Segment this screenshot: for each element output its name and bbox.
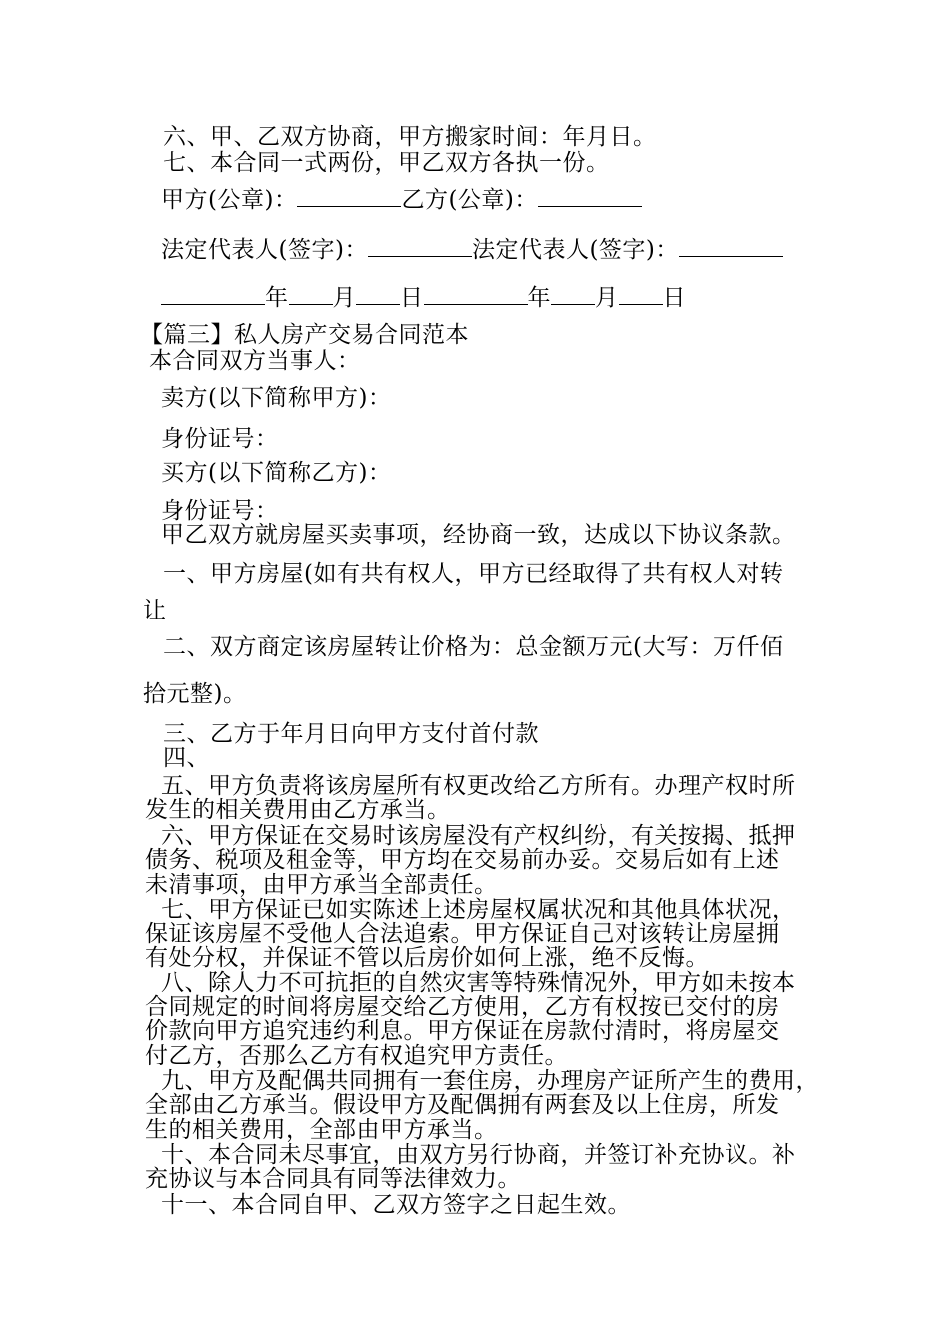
party-a-seal-blank bbox=[297, 186, 401, 207]
buyer-label: 买方(以下简称乙方)： bbox=[161, 460, 392, 486]
representative-line bbox=[161, 236, 783, 264]
clause-5-line-1: 五、甲方负责将该房屋所有权更改给乙方所有。办理产权时所 bbox=[161, 773, 796, 799]
clause-9-line-2: 全部由乙方承当。假设甲方及配偶拥有两套及以上住房，所发 bbox=[145, 1092, 780, 1118]
day-b-blank bbox=[619, 284, 663, 305]
date-a-blank bbox=[161, 284, 265, 305]
year-label: 年 bbox=[265, 285, 289, 311]
clause-6-line-2: 债务、税项及租金等，甲方均在交易前办妥。交易后如有上述 bbox=[145, 847, 780, 873]
clause-6-line-3: 未清事项，由甲方承当全部责任。 bbox=[145, 872, 498, 898]
clause-6-line-1: 六、甲方保证在交易时该房屋没有产权纠纷，有关按揭、抵押 bbox=[161, 823, 796, 849]
clause-5-line-2: 发生的相关费用由乙方承当。 bbox=[145, 797, 451, 823]
day-a-blank bbox=[356, 284, 400, 305]
month-label-b: 月 bbox=[595, 285, 619, 311]
clause-10-line-1: 十、本合同未尽事宜，由双方另行协商，并签订补充协议。补 bbox=[161, 1142, 796, 1168]
rep-b-blank bbox=[679, 236, 783, 257]
rep-b-label: 法定代表人(签字)： bbox=[471, 237, 679, 263]
buyer-id-label: 身份证号： bbox=[161, 498, 279, 524]
day-label-b: 日 bbox=[662, 285, 686, 311]
clause-8-line-1: 八、除人力不可抗拒的自然灾害等特殊情况外，甲方如未按本 bbox=[161, 970, 796, 996]
clause-9-line-1: 九、甲方及配偶共同拥有一套住房，办理房产证所产生的费用， bbox=[161, 1068, 819, 1094]
year-label-b: 年 bbox=[527, 285, 551, 311]
day-label: 日 bbox=[400, 285, 424, 311]
clause-3: 三、乙方于年月日向甲方支付首付款 bbox=[163, 721, 539, 747]
clause-8-line-3: 价款向甲方追究违约利息。甲方保证在房款付清时，将房屋交 bbox=[145, 1018, 780, 1044]
clause-7-line-2: 保证该房屋不受他人合法追索。甲方保证自己对该转让房屋拥 bbox=[145, 921, 780, 947]
clause-7-line-3: 有处分权，并保证不管以后房价如何上涨，绝不反悔。 bbox=[145, 945, 709, 971]
clause-7-line-1: 七、甲方保证已如实陈述上述房屋权属状况和其他具体状况， bbox=[161, 897, 796, 923]
parties-intro: 本合同双方当事人： bbox=[149, 348, 361, 374]
party-a-seal-label: 甲方(公章)： bbox=[161, 187, 298, 213]
date-b-blank bbox=[424, 284, 528, 305]
clause-move-out-date: 六、甲、乙双方协商，甲方搬家时间：年月日。 bbox=[163, 124, 657, 150]
clause-copies: 七、本合同一式两份，甲乙双方各执一份。 bbox=[163, 150, 610, 176]
section-title: 【篇三】私人房产交易合同范本 bbox=[140, 322, 469, 348]
clause-4: 四、 bbox=[163, 745, 210, 771]
clause-8-line-2: 合同规定的时间将房屋交给乙方使用，乙方有权按已交付的房 bbox=[145, 994, 780, 1020]
clause-1-line-1: 一、甲方房屋(如有共有权人，甲方已经取得了共有权人对转 bbox=[163, 561, 784, 587]
clause-1-line-2: 让 bbox=[143, 598, 167, 624]
preamble: 甲乙双方就房屋买卖事项，经协商一致，达成以下协议条款。 bbox=[161, 522, 796, 548]
party-b-seal-label: 乙方(公章)： bbox=[401, 187, 538, 213]
seller-label: 卖方(以下简称甲方)： bbox=[161, 385, 392, 411]
month-b-blank bbox=[551, 284, 595, 305]
clause-2-line-2: 拾元整)。 bbox=[143, 681, 247, 707]
month-a-blank bbox=[289, 284, 333, 305]
clause-2-line-1: 二、双方商定该房屋转让价格为：总金额万元(大写：万仟佰 bbox=[163, 634, 784, 660]
clause-9-line-3: 生的相关费用，全部由甲方承当。 bbox=[145, 1117, 498, 1143]
rep-a-blank bbox=[368, 236, 472, 257]
seal-line bbox=[161, 186, 642, 214]
clause-11: 十一、本合同自甲、乙双方签字之日起生效。 bbox=[161, 1192, 631, 1218]
clause-10-line-2: 充协议与本合同具有同等法律效力。 bbox=[145, 1166, 521, 1192]
month-label: 月 bbox=[332, 285, 356, 311]
seller-id-label: 身份证号： bbox=[161, 426, 279, 452]
party-b-seal-blank bbox=[538, 186, 642, 207]
date-line bbox=[161, 284, 686, 312]
clause-8-line-4: 付乙方，否那么乙方有权追究甲方责任。 bbox=[145, 1043, 568, 1069]
rep-a-label: 法定代表人(签字)： bbox=[161, 237, 368, 263]
